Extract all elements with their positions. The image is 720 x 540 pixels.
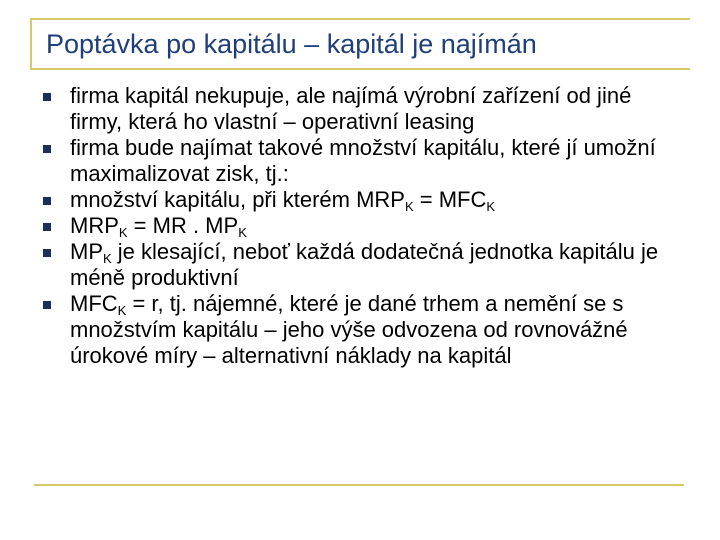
bullet-text: je klesající, neboť každá dodatečná jednotka kapitálu je méně produktivní	[70, 239, 659, 290]
subscript: K	[238, 225, 247, 240]
bullet-text: MFC	[70, 291, 118, 316]
square-bullet-icon	[43, 301, 51, 309]
bullet-text: MRP	[70, 213, 119, 238]
square-bullet-icon	[43, 145, 51, 153]
bullet-text: firma kapitál nekupuje, ale najímá výrobní zařízení od jiné firmy, která ho vlastní – operativní leasing	[70, 83, 632, 134]
subscript: K	[118, 225, 128, 240]
bullet-item	[40, 83, 680, 135]
subscript: K	[103, 251, 112, 266]
subscript: K	[117, 303, 127, 318]
bullet-item	[40, 213, 680, 239]
subscript: K	[404, 199, 414, 214]
bullet-item	[40, 239, 680, 291]
bullet-text: firma bude najímat takové množství kapitálu, které jí umožní maximalizovat zisk, tj.:	[70, 135, 656, 186]
bullet-text: MP	[70, 239, 103, 264]
square-bullet-icon	[43, 197, 51, 205]
title-underline-rule	[30, 68, 690, 70]
frame-bottom-rule	[34, 484, 684, 486]
bullet-item	[40, 135, 680, 187]
frame-left-rule	[30, 18, 32, 70]
bullet-text: = MR . MP	[127, 213, 239, 238]
square-bullet-icon	[43, 249, 51, 257]
subscript: K	[486, 199, 496, 214]
frame-top-rule	[30, 18, 690, 20]
bullet-item	[40, 187, 680, 213]
bullet-text: = MFC	[413, 187, 487, 212]
square-bullet-icon	[43, 223, 51, 231]
bullet-item	[40, 291, 680, 369]
bullet-text: množství kapitálu, při kterém MRP	[70, 187, 405, 212]
slide-title: Poptávka po kapitálu – kapitál je najímán	[46, 29, 537, 59]
bullet-text: = r, tj. nájemné, které je dané trhem a nemění se s množstvím kapitálu – jeho výše odvozena od rovnovážné úrokové míry – alternativní náklady na kapitál	[70, 291, 628, 368]
square-bullet-icon	[43, 93, 51, 101]
bullet-list	[40, 83, 680, 369]
